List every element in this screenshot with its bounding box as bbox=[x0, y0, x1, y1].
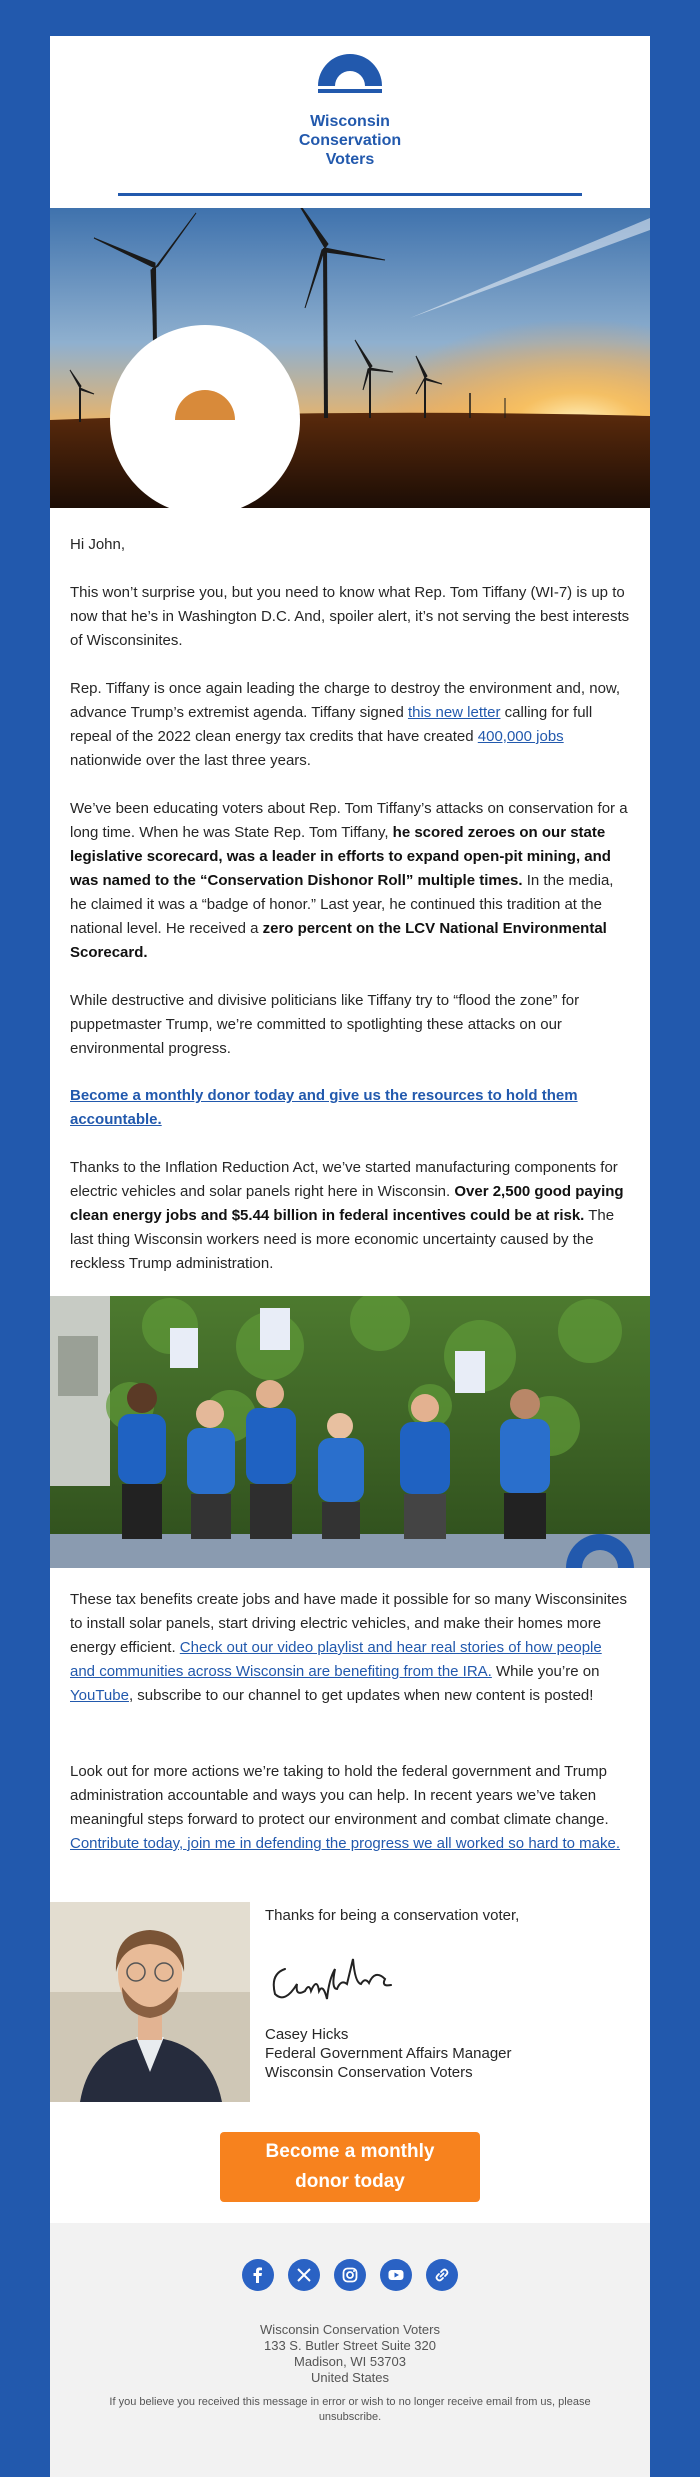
monthly-donor-button[interactable] bbox=[220, 2132, 480, 2202]
paragraph-2 bbox=[70, 677, 630, 773]
paragraph-1 bbox=[70, 581, 630, 653]
logo-line-2: Conservation bbox=[298, 132, 402, 149]
address-street: 133 S. Butler Street Suite 320 bbox=[264, 2338, 436, 2353]
paragraph-5 bbox=[70, 1156, 630, 1276]
paragraph-3-text-b: In the media, he claimed it was a “badge of honor.” Last year, he continued this tradition at the national level. He received a bbox=[70, 872, 614, 937]
new-letter-link[interactable]: this new letter bbox=[407, 704, 501, 721]
logo-wordmark bbox=[50, 112, 650, 169]
paragraph-6 bbox=[70, 1588, 630, 1708]
paragraph-2-text-a: Rep. Tiffany is once again leading the charge to destroy the environment and, now, advance Trump’s extremist agenda. Tiffany signed bbox=[70, 680, 621, 721]
facebook-icon[interactable] bbox=[242, 2259, 274, 2291]
monthly-donor-link[interactable]: Become a monthly donor today and give us the resources to hold them accountable. bbox=[70, 1087, 578, 1128]
paragraph-3 bbox=[70, 797, 630, 965]
signoff-thanks: Thanks for being a conservation voter, bbox=[265, 1907, 520, 1924]
wcv-logo-icon bbox=[316, 52, 384, 108]
hero-wind-turbines-image bbox=[50, 208, 650, 508]
signoff-org: Wisconsin Conservation Voters bbox=[265, 2064, 473, 2081]
paragraph-5-text-a: Thanks to the Inflation Reduction Act, we’ve started manufacturing components for electric vehicles and solar panels right here in Wisconsin. bbox=[70, 1159, 618, 1200]
paragraph-5-bold: Over 2,500 good paying clean energy jobs and $5.44 billion in federal incentives could be at risk. bbox=[70, 1183, 624, 1224]
paragraph-3-bold-b: zero percent on the LCV National Environmental Scorecard. bbox=[70, 920, 607, 961]
youtube-icon[interactable] bbox=[380, 2259, 412, 2291]
video-playlist-link[interactable]: Check out our video playlist and hear real stories of how people and communities across Wisconsin are benefiting from the IRA. bbox=[70, 1639, 602, 1680]
unsubscribe-notice[interactable]: If you believe you received this message in error or wish to no longer receive email from us, please unsubscribe. bbox=[109, 2396, 591, 2423]
signoff-title: Federal Government Affairs Manager bbox=[265, 2045, 512, 2062]
address-org: Wisconsin Conservation Voters bbox=[260, 2322, 440, 2337]
footer bbox=[50, 2223, 650, 2477]
x-icon[interactable] bbox=[288, 2259, 320, 2291]
contribute-today-link[interactable]: Contribute today, join me in defending the progress we all worked so hard to make. bbox=[70, 1835, 621, 1852]
paragraph-1-text: This won’t surprise you, but you need to know what Rep. Tom Tiffany (WI-7) is up to now that he’s in Washington D.C. And, spoiler alert, it’s not serving the best interests of Wisconsinites. bbox=[70, 584, 630, 649]
jobs-link[interactable]: 400,000 jobs bbox=[477, 728, 564, 745]
paragraph-6-text-c: , subscribe to our channel to get updates when new content is posted! bbox=[128, 1687, 594, 1704]
header-divider bbox=[118, 193, 582, 196]
signoff bbox=[265, 1906, 645, 2082]
donate-button-line-2: donor today bbox=[295, 2171, 405, 2192]
youtube-link[interactable]: YouTube bbox=[70, 1687, 129, 1704]
address-city: Madison, WI 53703 bbox=[293, 2354, 406, 2369]
paragraph-4 bbox=[70, 989, 630, 1061]
cta-paragraph bbox=[70, 1084, 630, 1132]
paragraph-7-text-a: Look out for more actions we’re taking to hold the federal government and Trump administration accountable and ways you can help. In recent years we’ve taken meaningful steps forward to protect our environment and combat climate change. bbox=[70, 1763, 609, 1828]
email-card bbox=[50, 36, 650, 2477]
greeting bbox=[70, 533, 630, 557]
logo-line-1: Wisconsin bbox=[310, 113, 390, 130]
signoff-name: Casey Hicks bbox=[265, 2026, 349, 2043]
logo-line-3: Voters bbox=[325, 151, 375, 168]
link-icon[interactable] bbox=[426, 2259, 458, 2291]
paragraph-6-text-b: While you’re on bbox=[491, 1663, 600, 1680]
paragraph-2-text-c: nationwide over the last three years. bbox=[70, 752, 311, 769]
paragraph-7 bbox=[70, 1760, 630, 1856]
paragraph-3-bold-a: he scored zeroes on our state legislative scorecard, was a leader in efforts to expand open-pit mining, and was named to the “Conservation Dishonor Roll” multiple times. bbox=[70, 824, 611, 889]
volunteers-photo bbox=[50, 1296, 650, 1568]
paragraph-3-text-a: We’ve been educating voters about Rep. Tom Tiffany’s attacks on conservation for a long time. When he was State Rep. Tom Tiffany, bbox=[70, 800, 628, 841]
mailing-address bbox=[50, 2322, 650, 2386]
paragraph-6-text-a: These tax benefits create jobs and have made it possible for so many Wisconsinites to install solar panels, start driving electric vehicles, and make their homes more energy efficient. bbox=[70, 1591, 627, 1656]
address-country: United States bbox=[310, 2370, 390, 2385]
social-links bbox=[50, 2259, 650, 2291]
casey-hicks-headshot bbox=[50, 1902, 250, 2102]
paragraph-2-text-b: calling for full repeal of the 2022 clean energy tax credits that have created bbox=[70, 704, 593, 745]
instagram-icon[interactable] bbox=[334, 2259, 366, 2291]
paragraph-5-text-b: The last thing Wisconsin workers need is more economic uncertainty caused by the reckless Trump administration. bbox=[70, 1207, 615, 1272]
header-logo[interactable] bbox=[50, 36, 650, 208]
handwritten-signature bbox=[265, 1939, 645, 2009]
paragraph-4-text: While destructive and divisive politicians like Tiffany try to “flood the zone” for puppetmaster Trump, we’re committed to spotlighting these attacks on our environmental progress. bbox=[70, 992, 580, 1057]
donate-button-line-1: Become a monthly bbox=[265, 2141, 435, 2162]
greeting-text: Hi John, bbox=[70, 536, 126, 553]
